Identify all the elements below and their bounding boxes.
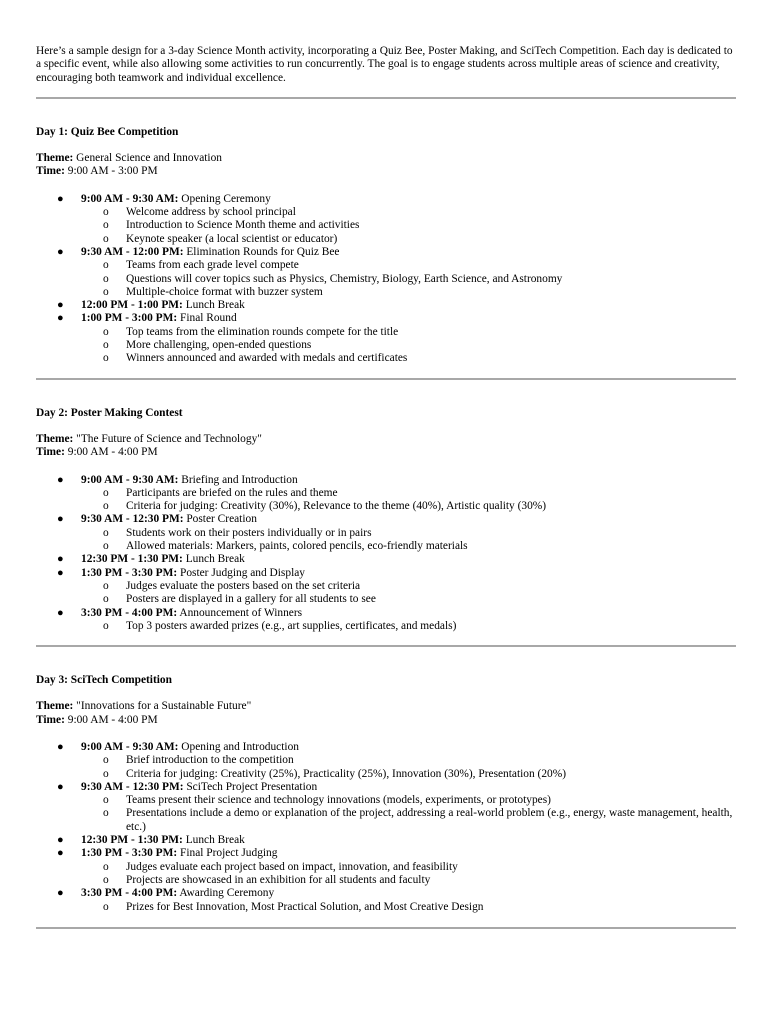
sub-item — [81, 807, 736, 834]
sub-item — [81, 901, 736, 914]
theme-line — [36, 152, 736, 165]
circle-bullet-icon: o — [103, 767, 109, 780]
schedule-time: 9:30 AM - 12:30 PM: — [81, 513, 184, 526]
circle-bullet-icon: o — [103, 807, 109, 820]
schedule-item — [36, 847, 736, 887]
sub-item-text: Criteria for judging: Creativity (25%), Practicality (25%), Innovation (30%), Presentation (20%) — [126, 767, 567, 780]
circle-bullet-icon: o — [103, 259, 109, 272]
circle-bullet-icon: o — [103, 619, 109, 632]
schedule-label: Briefing and Introduction — [178, 473, 298, 486]
sub-item — [81, 861, 736, 874]
schedule-time: 12:30 PM - 1:30 PM: — [81, 834, 183, 847]
sub-list — [81, 206, 736, 246]
schedule-time: 12:30 PM - 1:30 PM: — [81, 553, 183, 566]
sub-list — [81, 487, 736, 514]
schedule-label: Lunch Break — [182, 553, 245, 566]
bullet-icon: ● — [57, 299, 64, 312]
sub-item — [81, 754, 736, 767]
schedule-item — [36, 567, 736, 607]
sub-item-text: Welcome address by school principal — [126, 206, 296, 219]
schedule-item — [36, 834, 736, 847]
theme-line — [36, 433, 736, 446]
sub-item-text: Teams from each grade level compete — [126, 259, 299, 272]
schedule-label: Announcement of Winners — [177, 606, 303, 619]
circle-bullet-icon: o — [103, 794, 109, 807]
sub-item — [81, 580, 736, 593]
sub-item — [81, 768, 736, 781]
sub-item — [81, 339, 736, 352]
sub-item — [81, 206, 736, 219]
theme-value: "The Future of Science and Technology" — [73, 432, 262, 445]
sub-list — [81, 259, 736, 299]
bullet-icon: ● — [57, 606, 64, 619]
theme-value: General Science and Innovation — [73, 152, 222, 165]
theme-label: Theme: — [36, 700, 74, 713]
theme-label: Theme: — [36, 432, 74, 445]
circle-bullet-icon: o — [103, 526, 109, 539]
schedule-label: SciTech Project Presentation — [183, 780, 318, 793]
day-title: Day 3: SciTech Competition — [36, 674, 172, 687]
sub-item — [81, 500, 736, 513]
day-title: Day 1: Quiz Bee Competition — [36, 125, 179, 138]
schedule-item — [36, 741, 736, 781]
section-divider — [36, 645, 736, 647]
schedule-label: Elimination Rounds for Quiz Bee — [183, 245, 340, 258]
sub-list — [81, 326, 736, 366]
time-line — [36, 446, 736, 459]
section-divider — [36, 927, 736, 929]
day-section — [36, 378, 736, 633]
theme-label: Theme: — [36, 152, 74, 165]
schedule-label: Opening and Introduction — [178, 740, 299, 753]
bullet-icon: ● — [57, 780, 64, 793]
schedule-item — [36, 887, 736, 914]
sub-item — [81, 620, 736, 633]
theme-line — [36, 700, 736, 713]
circle-bullet-icon: o — [103, 325, 109, 338]
bullet-icon: ● — [57, 192, 64, 205]
sub-item — [81, 874, 736, 887]
schedule-item — [36, 312, 736, 365]
bullet-icon: ● — [57, 245, 64, 258]
schedule-time: 9:00 AM - 9:30 AM: — [81, 740, 179, 753]
sub-item-text: Students work on their posters individually or in pairs — [126, 526, 372, 539]
schedule-label: Lunch Break — [182, 834, 245, 847]
schedule-label: Opening Ceremony — [178, 192, 271, 205]
sub-item-text: Winners announced and awarded with medals and certificates — [126, 352, 408, 365]
days-container — [36, 97, 736, 929]
circle-bullet-icon: o — [103, 860, 109, 873]
schedule-item — [36, 299, 736, 312]
schedule-time: 9:00 AM - 9:30 AM: — [81, 192, 179, 205]
sub-item-text: Teams present their science and technology innovations (models, experiments, or prototypes) — [126, 794, 551, 807]
bullet-icon: ● — [57, 740, 64, 753]
circle-bullet-icon: o — [103, 579, 109, 592]
theme-value: "Innovations for a Sustainable Future" — [73, 700, 252, 713]
time-value: 9:00 AM - 3:00 PM — [64, 165, 158, 178]
schedule-time: 12:00 PM - 1:00 PM: — [81, 299, 183, 312]
schedule-label: Awarding Ceremony — [177, 887, 275, 900]
schedule-time: 9:30 AM - 12:30 PM: — [81, 780, 184, 793]
circle-bullet-icon: o — [103, 540, 109, 553]
schedule-label: Poster Judging and Display — [177, 566, 305, 579]
sub-list — [81, 861, 736, 888]
schedule-item — [36, 781, 736, 834]
day-section — [36, 645, 736, 914]
bullet-icon: ● — [57, 566, 64, 579]
sub-item-text: Introduction to Science Month theme and activities — [126, 219, 360, 232]
schedule-time: 1:30 PM - 3:30 PM: — [81, 566, 178, 579]
document — [36, 45, 736, 929]
schedule-time: 9:00 AM - 9:30 AM: — [81, 473, 179, 486]
schedule-item — [36, 193, 736, 246]
circle-bullet-icon: o — [103, 486, 109, 499]
schedule-item — [36, 474, 736, 514]
sub-item-text: Brief introduction to the competition — [126, 754, 294, 767]
time-line — [36, 165, 736, 178]
sub-item-text: Projects are showcased in an exhibition for all students and faculty — [126, 873, 431, 886]
schedule-time: 1:00 PM - 3:00 PM: — [81, 312, 178, 325]
sub-item-text: Criteria for judging: Creativity (30%), Relevance to the theme (40%), Artistic quality (30%) — [126, 500, 547, 513]
circle-bullet-icon: o — [103, 593, 109, 606]
sub-item — [81, 593, 736, 606]
bullet-icon: ● — [57, 847, 64, 860]
sub-list — [81, 901, 736, 914]
bullet-icon: ● — [57, 834, 64, 847]
circle-bullet-icon: o — [103, 206, 109, 219]
sub-list — [81, 527, 736, 554]
time-line — [36, 714, 736, 727]
sub-item-text: Judges evaluate the posters based on the set criteria — [126, 579, 361, 592]
sub-item-text: Posters are displayed in a gallery for all students to see — [126, 593, 376, 606]
schedule-list — [36, 193, 736, 366]
circle-bullet-icon: o — [103, 352, 109, 365]
day-section — [36, 97, 736, 366]
sub-item — [81, 259, 736, 272]
sub-item-text: Prizes for Best Innovation, Most Practical Solution, and Most Creative Design — [126, 900, 484, 913]
sub-item — [81, 487, 736, 500]
sub-item — [81, 233, 736, 246]
time-label: Time: — [36, 446, 65, 459]
schedule-time: 1:30 PM - 3:30 PM: — [81, 847, 178, 860]
day-title: Day 2: Poster Making Contest — [36, 406, 183, 419]
schedule-list — [36, 474, 736, 634]
schedule-time: 3:30 PM - 4:00 PM: — [81, 606, 178, 619]
sub-item-text: Allowed materials: Markers, paints, colored pencils, eco-friendly materials — [126, 540, 468, 553]
sub-item — [81, 794, 736, 807]
time-value: 9:00 AM - 4:00 PM — [64, 446, 158, 459]
schedule-label: Final Project Judging — [177, 847, 278, 860]
sub-list — [81, 620, 736, 633]
schedule-label: Lunch Break — [182, 299, 245, 312]
circle-bullet-icon: o — [103, 285, 109, 298]
schedule-item — [36, 246, 736, 299]
sub-item — [81, 352, 736, 365]
schedule-label: Poster Creation — [183, 513, 257, 526]
circle-bullet-icon: o — [103, 873, 109, 886]
sub-item — [81, 527, 736, 540]
schedule-list — [36, 741, 736, 914]
section-divider — [36, 97, 736, 99]
sub-item-text: Participants are briefed on the rules and theme — [126, 486, 338, 499]
sub-list — [81, 794, 736, 834]
circle-bullet-icon: o — [103, 500, 109, 513]
circle-bullet-icon: o — [103, 219, 109, 232]
circle-bullet-icon: o — [103, 900, 109, 913]
sub-item-text: More challenging, open-ended questions — [126, 339, 312, 352]
sub-item — [81, 273, 736, 286]
sub-item-text: Keynote speaker (a local scientist or educator) — [126, 232, 338, 245]
bullet-icon: ● — [57, 312, 64, 325]
bullet-icon: ● — [57, 513, 64, 526]
bullet-icon: ● — [57, 553, 64, 566]
time-label: Time: — [36, 165, 65, 178]
time-label: Time: — [36, 713, 65, 726]
schedule-item — [36, 513, 736, 553]
sub-list — [81, 754, 736, 781]
sub-item-text: Top teams from the elimination rounds compete for the title — [126, 325, 399, 338]
schedule-time: 3:30 PM - 4:00 PM: — [81, 887, 178, 900]
time-value: 9:00 AM - 4:00 PM — [64, 713, 158, 726]
circle-bullet-icon: o — [103, 339, 109, 352]
sub-item — [81, 326, 736, 339]
sub-item — [81, 219, 736, 232]
sub-item-text: Top 3 posters awarded prizes (e.g., art supplies, certificates, and medals) — [126, 619, 457, 632]
sub-list — [81, 580, 736, 607]
sub-item-text: Questions will cover topics such as Physics, Chemistry, Biology, Earth Science, and Astronomy — [126, 272, 563, 285]
circle-bullet-icon: o — [103, 272, 109, 285]
sub-item — [81, 540, 736, 553]
sub-item — [81, 286, 736, 299]
intro-paragraph: Here’s a sample design for a 3-day Science Month activity, incorporating a Quiz Bee, Poster Making, and SciTech Competition. Each day is dedicated to a specific event, while also allowing some activities to run concurrently. The goal is to engage students across multiple areas of science and creativity, encouraging both teamwork and individual excellence. — [36, 45, 733, 84]
circle-bullet-icon: o — [103, 232, 109, 245]
section-divider — [36, 378, 736, 380]
schedule-item — [36, 607, 736, 634]
circle-bullet-icon: o — [103, 754, 109, 767]
schedule-item — [36, 553, 736, 566]
sub-item-text: Judges evaluate each project based on impact, innovation, and feasibility — [126, 860, 458, 873]
bullet-icon: ● — [57, 887, 64, 900]
schedule-label: Final Round — [177, 312, 237, 325]
bullet-icon: ● — [57, 473, 64, 486]
sub-item-text: Multiple-choice format with buzzer system — [126, 285, 323, 298]
sub-item-text: Presentations include a demo or explanation of the project, addressing a real-world problem (e.g., energy, waste management, health, etc.) — [126, 807, 733, 833]
schedule-time: 9:30 AM - 12:00 PM: — [81, 245, 184, 258]
